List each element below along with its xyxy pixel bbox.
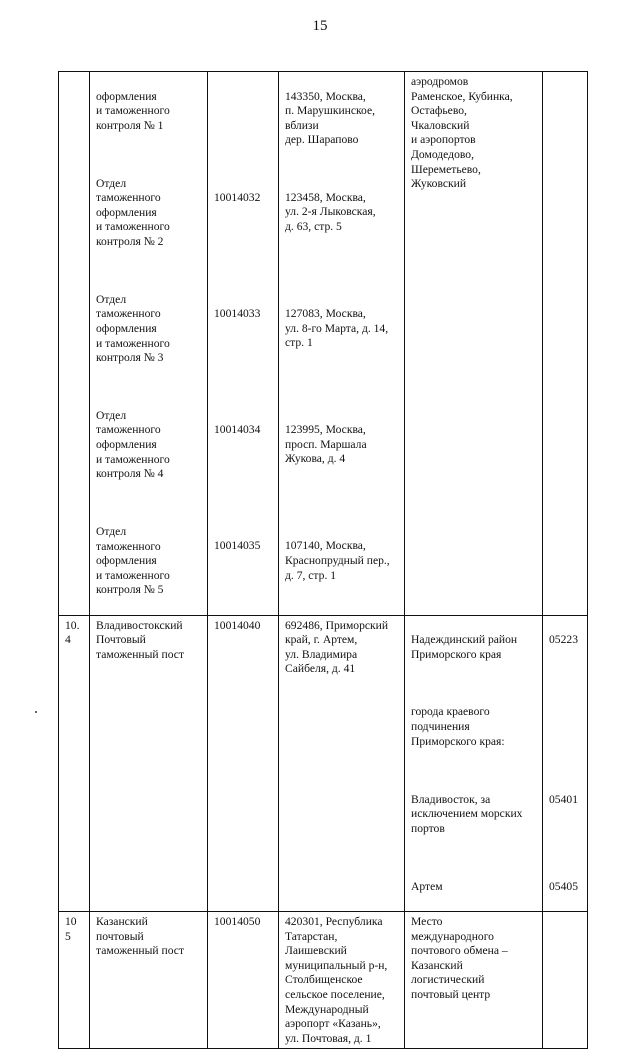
zone-cell <box>405 615 543 911</box>
zone-item: Надеждинский район Приморского края <box>411 633 518 661</box>
code-cell <box>208 72 279 616</box>
row-number-cell: 10 5 <box>59 911 90 1048</box>
customs-posts-table <box>58 71 588 1049</box>
oktmo-code: 05401 <box>549 792 578 806</box>
table-row-continued <box>59 72 588 616</box>
zone-item: Владивосток, за исключением морских портов <box>411 792 523 835</box>
oktmo-code: 05405 <box>549 879 578 893</box>
zone-item: города краевого подчинения Приморского края: <box>411 705 505 748</box>
oktmo-code <box>549 705 581 749</box>
subdivision-name-cell <box>90 72 208 616</box>
subdivision-address: 107140, Москва, Краснопрудный пер., д. 7, стр. 1 <box>285 539 390 582</box>
subdivision-code: 10014034 <box>214 423 261 437</box>
subdivision-name: Отдел таможенного оформления и таможенного контроля № 5 <box>96 525 170 597</box>
subdivision-address: 123995, Москва, просп. Маршала Жукова, д. 4 <box>285 423 367 466</box>
scan-speck <box>35 711 37 713</box>
page-number: 15 <box>312 18 328 34</box>
address-cell: 420301, Республика Татарстан, Лаишевский муниципальный р-н, Столбищенское сельское поселение, Международный аэропорт «Казань», ул. Почтовая, д. 1 <box>279 911 405 1048</box>
table-row-10-4 <box>59 615 588 911</box>
row-number-cell <box>59 72 90 616</box>
code-cell: 10014050 <box>208 911 279 1048</box>
zone-item: Артем <box>411 879 443 893</box>
subdivision-code: 10014035 <box>214 539 261 553</box>
post-name-cell: Казанский почтовый таможенный пост <box>90 911 208 1048</box>
subdivision-code: 10014032 <box>214 190 261 204</box>
code-cell: 10014040 <box>208 615 279 911</box>
table-row-10-5 <box>59 911 588 1048</box>
address-cell: 692486, Приморский край, г. Артем, ул. Владимира Сайбеля, д. 41 <box>279 615 405 911</box>
oktmo-code: 05223 <box>549 633 578 647</box>
oktmo-cell <box>543 615 588 911</box>
oktmo-cell <box>543 72 588 616</box>
subdivision-name: Отдел таможенного оформления и таможенного контроля № 4 <box>96 408 170 481</box>
subdivision-address: 143350, Москва, п. Марушкинское, вблизи дер. Шарапово <box>285 89 376 147</box>
address-cell <box>279 72 405 616</box>
zone-cell: Место международного почтового обмена – Казанский логистический почтовый центр <box>405 911 543 1048</box>
subdivision-name: оформления и таможенного контроля № 1 <box>96 89 170 132</box>
subdivision-name: Отдел таможенного оформления и таможенного контроля № 2 <box>96 176 170 248</box>
subdivision-name: Отдел таможенного оформления и таможенного контроля № 3 <box>96 292 170 365</box>
subdivision-address: 127083, Москва, ул. 8-го Марта, д. 14, стр. 1 <box>285 306 389 350</box>
subdivision-address: 123458, Москва, ул. 2-я Лыковская, д. 63, стр. 5 <box>285 190 376 233</box>
subdivision-code <box>214 90 272 148</box>
zone-cell: аэродромов Раменское, Кубинка, Остафьево, Чкаловский и аэропортов Домодедово, Шереметьево, Жуковский <box>405 72 543 616</box>
row-number-cell: 10.4 <box>59 615 90 911</box>
post-name-cell: Владивостокский Почтовый таможенный пост <box>90 615 208 911</box>
subdivision-code: 10014033 <box>214 306 261 320</box>
oktmo-cell <box>543 911 588 1048</box>
